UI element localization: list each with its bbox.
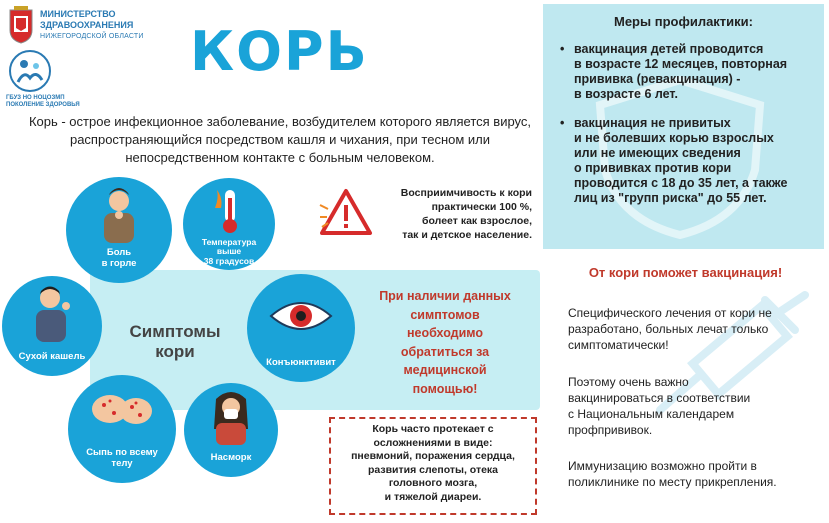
- ministry-logo-text: МИНИСТЕРСТВО ЗДРАВООХРАНЕНИЯ НИЖЕГОРОДСКОЙ ОБЛАСТИ: [40, 9, 144, 40]
- symptoms-center-label: Симптомы кори: [129, 322, 221, 361]
- seek-help-text: При наличии данных симптомов необходимо обратиться за медицинской помощью!: [379, 289, 511, 396]
- rash-hands-icon: [88, 385, 156, 435]
- vaccination-paragraph-3: Иммунизацию возможно пройти в поликлинике по месту прикрепления.: [568, 459, 777, 489]
- symptom-runny-nose: Насморк: [184, 383, 278, 477]
- prevention-item: • вакцинация детей проводится в возрасте 12 месяцев, повторная прививка (ревакцинация) - в возрасте 6 лет.: [558, 42, 818, 102]
- symptom-temperature: Температура выше 38 градусов: [183, 178, 275, 270]
- sneezing-person-icon: [206, 389, 256, 445]
- health-generation-logo-icon: [8, 48, 52, 94]
- prevention-list: [558, 42, 818, 220]
- sore-throat-icon: [94, 185, 144, 245]
- susceptibility-text: Восприимчивость к кори практически 100 %, болеет как взрослое, так и детское население.: [400, 187, 532, 241]
- prevention-title: Меры профилактики:: [614, 14, 753, 29]
- prevention-item: • вакцинация не привитых и не болевших корью взрослых или не имеющих сведения о прививках против кори проводится с 18 до 35 лет, а также лиц из "групп риска" до 55 лет.: [558, 116, 818, 206]
- vaccination-paragraph-2: Поэтому очень важно вакцинироваться в соответствии с Национальным календарем профпрививок.: [568, 375, 751, 437]
- warning-icon: [318, 187, 374, 239]
- symptom-conjunctivitis: Конъюнктивит: [247, 274, 355, 382]
- symptom-dry-cough: Сухой кашель: [2, 276, 102, 376]
- org-logo-text: ГБУЗ НО НОЦОЗМП ПОКОЛЕНИЕ ЗДОРОВЬЯ: [6, 95, 80, 108]
- page-title: КОРЬ: [190, 20, 369, 83]
- vaccination-title: От кори поможет вакцинация!: [588, 265, 783, 280]
- thermometer-icon: [209, 186, 249, 236]
- intro-text: Корь - острое инфекционное заболевание, возбудителем которого является вирус, распространяющийся посредством кашля и чихания, при тесном или непосредственном контакте с больным человеком.: [28, 114, 532, 165]
- vaccination-paragraph-1: Специфического лечения от кори не разработано, больных лечат только симптоматически!: [568, 306, 772, 352]
- symptom-sore-throat: Боль в горле: [66, 177, 172, 283]
- symptom-rash: Сыпь по всему телу: [68, 375, 176, 483]
- coat-of-arms-icon: [8, 6, 34, 44]
- coughing-person-icon: [24, 282, 80, 344]
- complications-text: Корь часто протекает с осложнениями в виде: пневмоний, поражения сердца, развития слепоты, отека головного мозга, и тяжелой диареи.: [351, 423, 515, 503]
- eye-icon: [269, 294, 333, 338]
